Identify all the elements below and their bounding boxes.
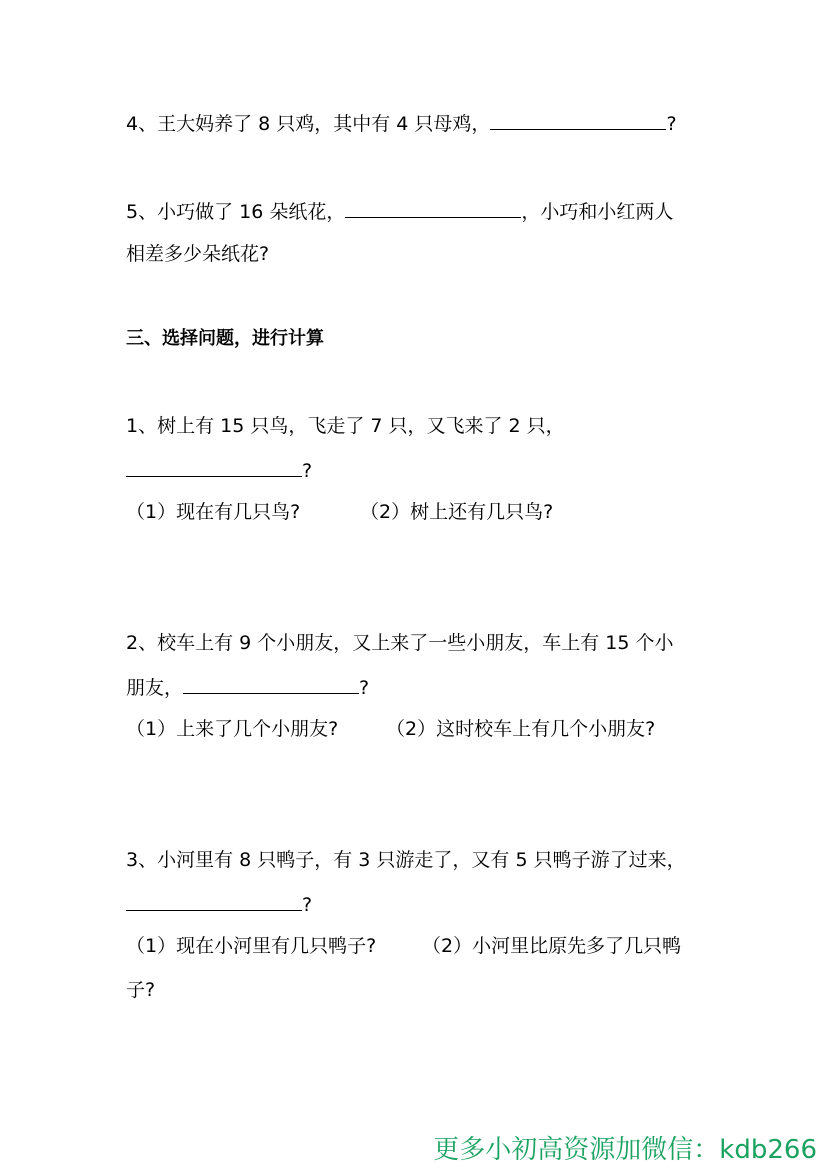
problem-3-option-2-cont: 子? [126,979,156,1001]
problem-2-option-1: （1）上来了几个小朋友? [126,718,339,740]
problem-3-option-1: （1）现在小河里有几只鸭子? [126,935,377,957]
question-5-text: 5、小巧做了 16 朵纸花， [126,201,346,223]
problem-2-line2 [126,677,369,698]
question-5 [126,201,673,222]
problem-2-text: 朋友， [126,677,184,699]
watermark: 更多小初高资源加微信：kdb266 [433,1134,817,1165]
problem-2-line1: 2、校车上有 9 个小朋友，又上来了一些小朋友，车上有 15 个小 [126,632,674,654]
question-5-text-cont: ，小巧和小红两人 [521,201,674,223]
problem-1-line2 [126,460,312,481]
question-4 [126,113,677,134]
problem-3-line1: 3、小河里有 8 只鸭子，有 3 只游走了，又有 5 只鸭子游了过来， [126,849,686,871]
problem-2-option-2: （2）这时校车上有几个小朋友? [386,718,656,740]
problem-3-option-2: （2）小河里比原先多了几只鸭 [422,935,682,957]
answer-blank [126,894,302,911]
question-mark: ? [302,894,313,916]
answer-blank [345,201,521,218]
answer-blank [183,677,359,694]
problem-1-line1: 1、树上有 15 只鸟，飞走了 7 只，又飞来了 2 只， [126,415,565,437]
problem-1-option-2: （2）树上还有几只鸟? [360,501,554,523]
question-5-line2: 相差多少朵纸花? [126,243,270,265]
question-4-text: 4、王大妈养了 8 只鸡，其中有 4 只母鸡， [126,113,491,135]
problem-1-option-1: （1）现在有几只鸟? [126,501,301,523]
answer-blank [126,460,302,477]
question-mark: ? [666,113,677,135]
question-mark: ? [359,677,370,699]
question-mark: ? [302,460,313,482]
section-heading: 三、选择问题，进行计算 [126,328,324,349]
problem-3-line2 [126,894,312,915]
answer-blank [490,113,666,130]
